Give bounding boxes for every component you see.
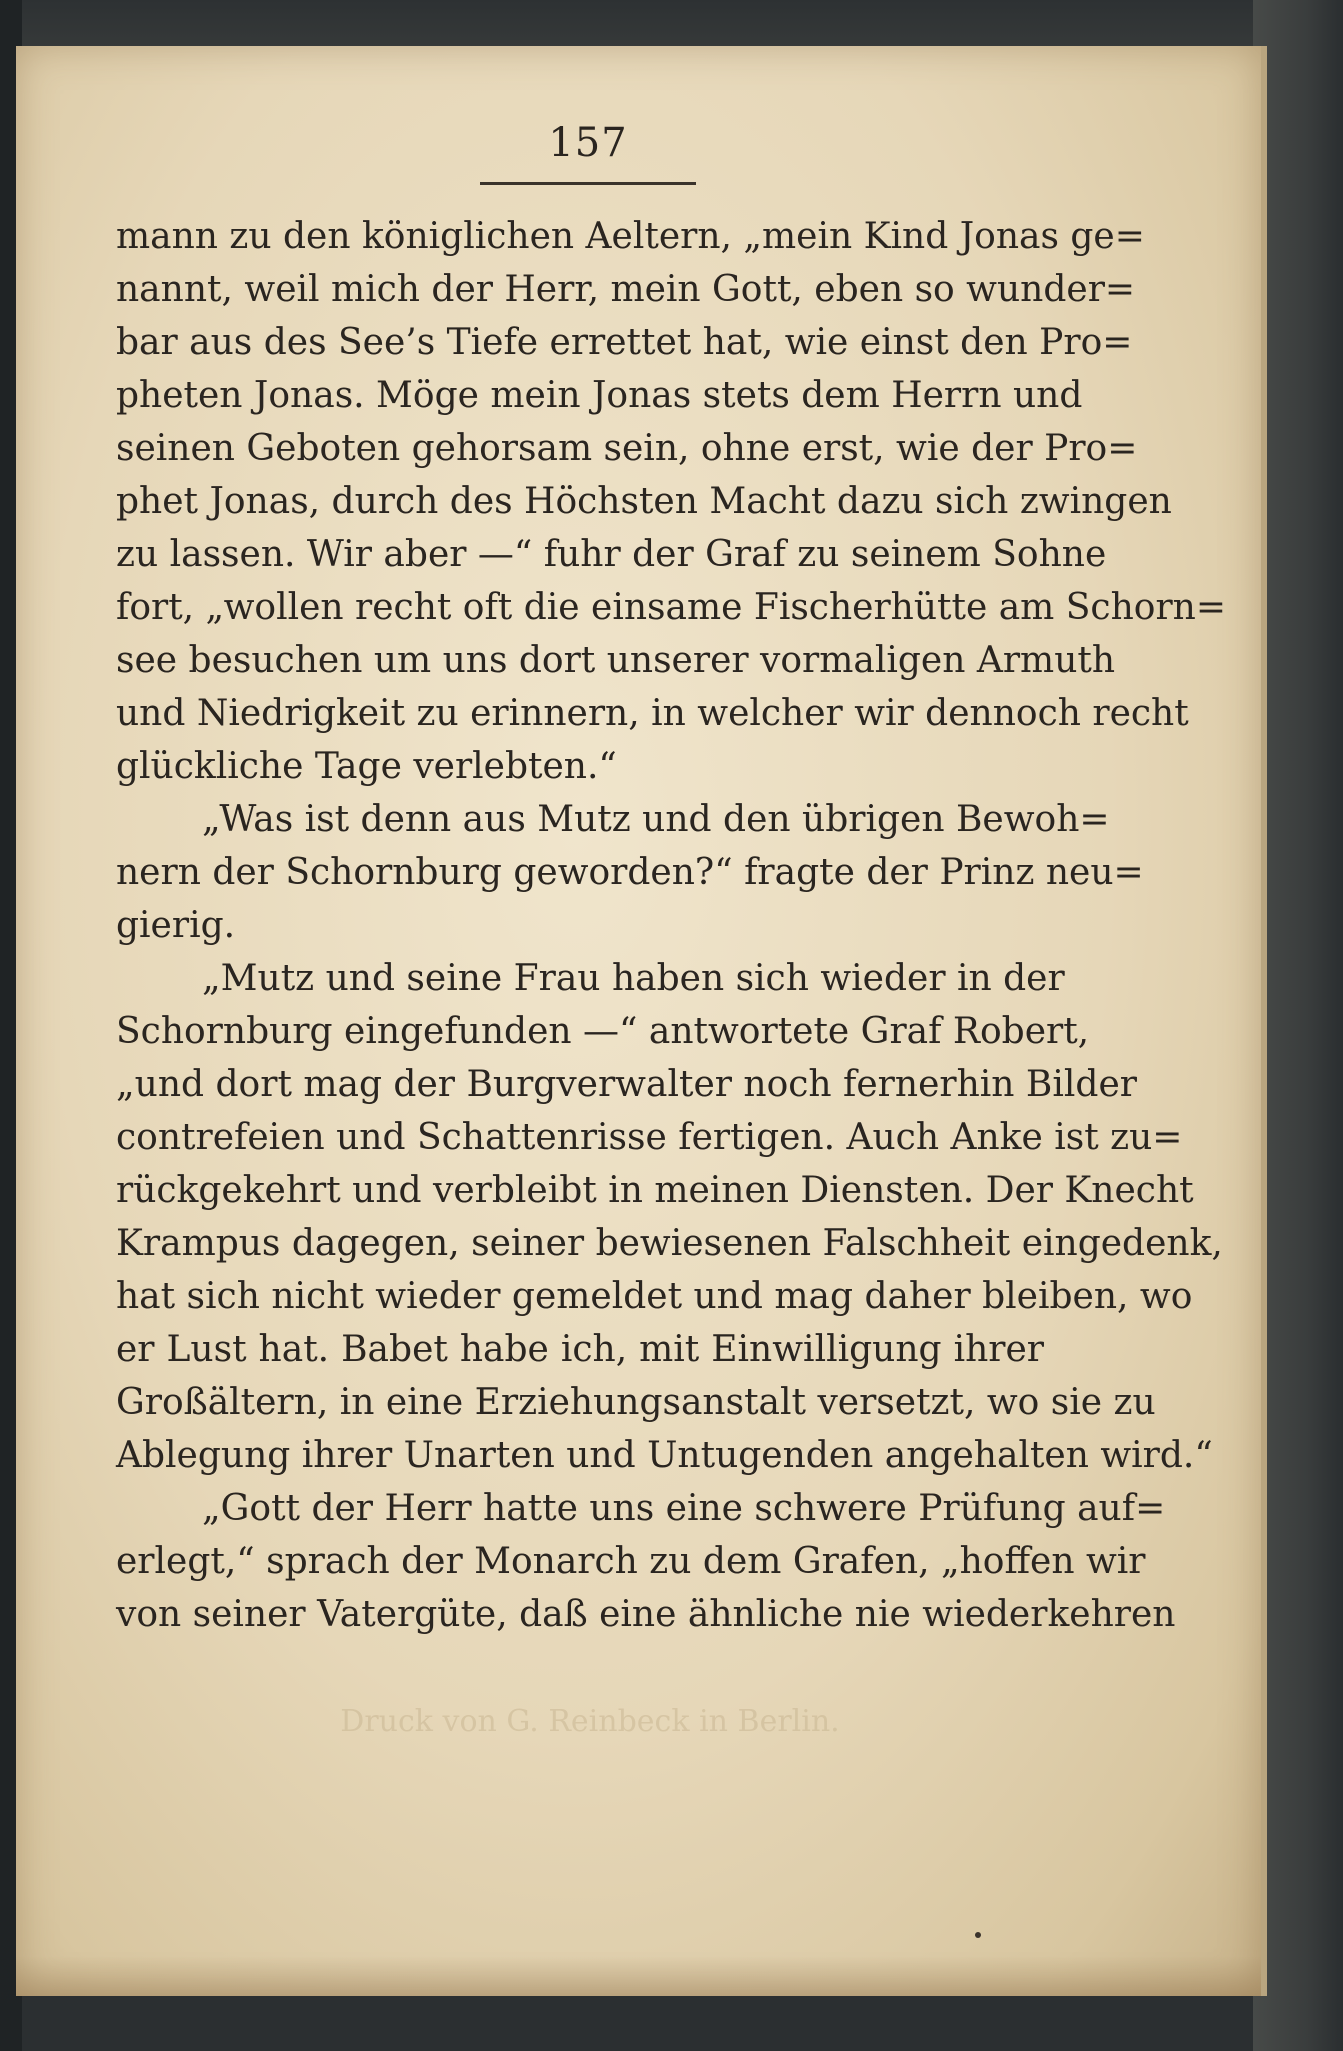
- text-line: fort, „wollen recht oft die einsame Fischerhütte am Schorn=: [116, 587, 1227, 628]
- page-number: 157: [548, 120, 628, 166]
- text-line: hat sich nicht wieder gemeldet und mag daher bleiben, wo: [116, 1276, 1193, 1317]
- text-line: mann zu den königlichen Aeltern, „mein Kind Jonas ge=: [116, 216, 1145, 257]
- text-line: von seiner Vatergüte, daß eine ähnliche nie wiederkehren: [116, 1594, 1176, 1635]
- text-line: seinen Geboten gehorsam sein, ohne erst, wie der Pro=: [116, 428, 1138, 469]
- text-line: Ablegung ihrer Unarten und Untugenden angehalten wird.“: [116, 1435, 1213, 1476]
- text-line: contrefeien und Schattenrisse fertigen. Auch Anke ist zu=: [116, 1117, 1183, 1158]
- text-line: zu lassen. Wir aber —“ fuhr der Graf zu seinem Sohne: [116, 534, 1107, 575]
- text-line: phet Jonas, durch des Höchsten Macht dazu sich zwingen: [116, 481, 1172, 522]
- text-line: Krampus dagegen, seiner bewiesenen Falschheit eingedenk,: [116, 1223, 1223, 1264]
- text-line: erlegt,“ sprach der Monarch zu dem Grafen, „hoffen wir: [116, 1541, 1146, 1582]
- text-line: pheten Jonas. Möge mein Jonas stets dem Herrn und: [116, 375, 1083, 416]
- text-line: glückliche Tage verlebten.“: [116, 746, 617, 787]
- text-line: er Lust hat. Babet habe ich, mit Einwilligung ihrer: [116, 1329, 1044, 1370]
- text-line: nern der Schornburg geworden?“ fragte der Prinz neu=: [116, 852, 1144, 893]
- text-line: „Gott der Herr hatte uns eine schwere Prüfung auf=: [202, 1488, 1166, 1529]
- show-through-imprint: Druck von G. Reinbeck in Berlin.: [340, 1704, 840, 1739]
- page-number-rule: [480, 182, 696, 185]
- text-line: Schornburg eingefunden —“ antwortete Graf Robert,: [116, 1011, 1090, 1052]
- body-text: [116, 210, 1227, 1641]
- text-line: „Mutz und seine Frau haben sich wieder in der: [202, 958, 1065, 999]
- text-line: gierig.: [116, 905, 236, 946]
- text-line: nannt, weil mich der Herr, mein Gott, eben so wunder=: [116, 269, 1136, 310]
- text-line: see besuchen um uns dort unserer vormaligen Armuth: [116, 640, 1116, 681]
- text-line: „Was ist denn aus Mutz und den übrigen Bewoh=: [202, 799, 1110, 840]
- page-bottom-shading: [16, 1956, 1261, 1996]
- text-line: und Niedrigkeit zu erinnern, in welcher wir dennoch recht: [116, 693, 1189, 734]
- text-line: rückgekehrt und verbleibt in meinen Diensten. Der Knecht: [116, 1170, 1194, 1211]
- text-line: „und dort mag der Burgverwalter noch fernerhin Bilder: [116, 1064, 1137, 1105]
- ink-speck: [975, 1932, 981, 1938]
- text-line: bar aus des See’s Tiefe errettet hat, wie einst den Pro=: [116, 322, 1133, 363]
- text-line: Großältern, in eine Erziehungsanstalt versetzt, wo sie zu: [116, 1382, 1156, 1423]
